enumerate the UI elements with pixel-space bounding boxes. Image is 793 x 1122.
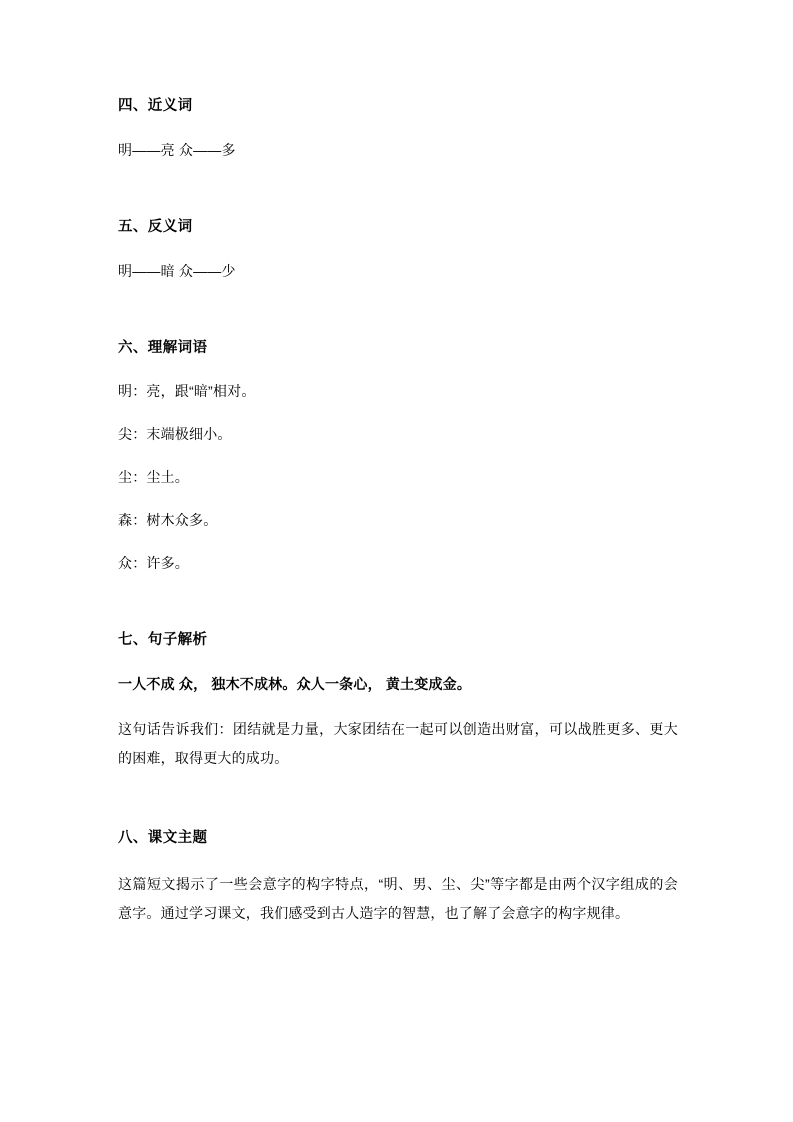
sentence-quote: 一人不成 众， 独木不成林。众人一条心， 黄土变成金。 [118, 676, 472, 692]
section-synonyms [118, 96, 678, 161]
text-theme-body: 这篇短文揭示了一些会意字的构字特点，“明、男、尘、尖”等字都是由两个汉字组成的会意字。通过学习课文，我们感受到古人造字的智慧，也了解了会意字的构字规律。 [118, 876, 678, 921]
word-meaning-item: 尘：尘土。 [118, 469, 189, 486]
section-heading-sentence-analysis: 七、句子解析 [118, 632, 208, 649]
section-sentence-analysis [118, 630, 678, 772]
synonyms-line-1: 明——亮 众——多 [118, 141, 236, 158]
word-meaning-item: 森：树木众多。 [118, 512, 218, 529]
section-text-theme [118, 828, 678, 927]
word-meaning-item: 尖：末端极细小。 [118, 426, 232, 443]
section-heading-synonyms: 四、近义词 [118, 98, 193, 114]
section-antonyms [118, 217, 678, 282]
antonyms-line-1: 明——暗 众——少 [118, 262, 236, 279]
word-meaning-item: 明：亮，跟“暗”相对。 [118, 383, 256, 400]
word-meaning-item: 众：许多。 [118, 555, 189, 572]
document-body [118, 96, 678, 928]
section-heading-antonyms: 五、反义词 [118, 218, 193, 235]
section-heading-text-theme: 八、课文主题 [118, 830, 208, 847]
section-word-meanings [118, 338, 678, 575]
sentence-explanation: 这句话告诉我们：团结就是力量，大家团结在一起可以创造出财富，可以战胜更多、更大的困难，取得更大的成功。 [118, 721, 678, 766]
section-heading-word-meanings: 六、理解词语 [118, 339, 208, 356]
